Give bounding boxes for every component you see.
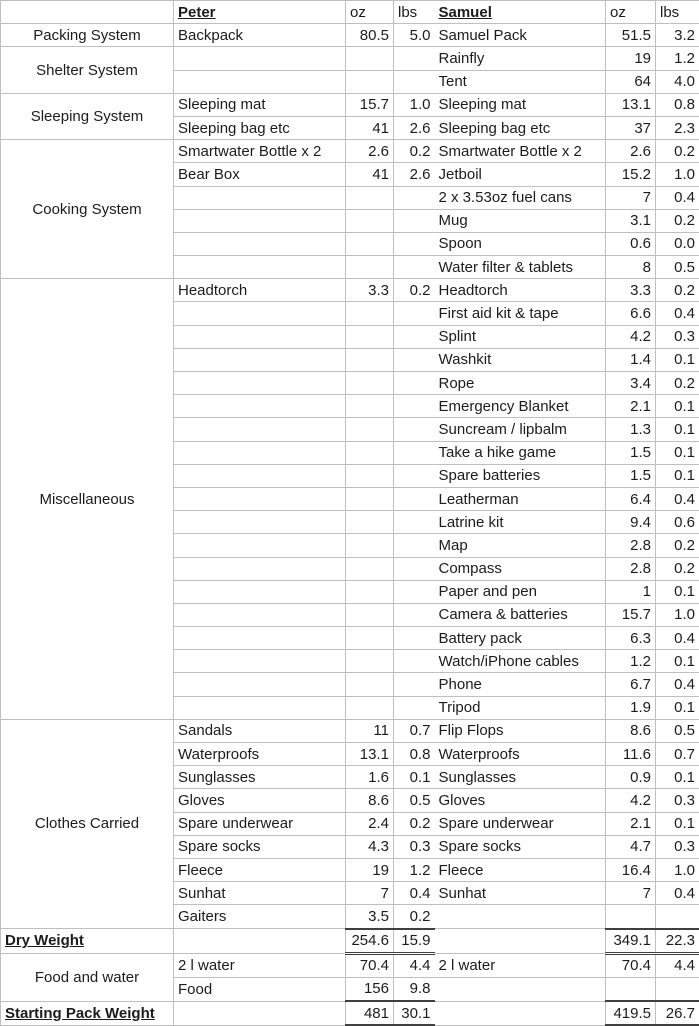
samuel-lbs-cell[interactable]: 4.4 — [656, 953, 699, 977]
samuel-item-cell[interactable]: Map — [435, 534, 606, 557]
peter-lbs-cell[interactable] — [394, 209, 435, 232]
peter-lbs-cell[interactable]: 2.6 — [394, 163, 435, 186]
samuel-oz-cell[interactable]: 7 — [606, 882, 656, 905]
samuel-lbs-cell[interactable]: 2.3 — [656, 116, 699, 139]
samuel-header-cell[interactable]: Samuel — [435, 1, 606, 24]
samuel-item-cell[interactable]: Sleeping mat — [435, 93, 606, 116]
samuel-lbs-cell[interactable]: 0.4 — [656, 673, 699, 696]
samuel-oz-cell[interactable]: 2.1 — [606, 812, 656, 835]
samuel-item-cell[interactable]: Water filter & tablets — [435, 256, 606, 279]
samuel-lbs-cell[interactable]: 0.3 — [656, 325, 699, 348]
samuel-oz-cell[interactable]: 6.3 — [606, 627, 656, 650]
samuel-item-cell[interactable]: Splint — [435, 325, 606, 348]
samuel-item-cell[interactable] — [435, 1001, 606, 1025]
samuel-oz-cell[interactable]: 9.4 — [606, 511, 656, 534]
peter-item-cell[interactable] — [174, 673, 346, 696]
samuel-lbs-cell[interactable]: 0.0 — [656, 232, 699, 255]
samuel-lbs-cell[interactable]: 0.5 — [656, 256, 699, 279]
samuel-oz-cell[interactable]: 3.4 — [606, 372, 656, 395]
samuel-item-cell[interactable]: Compass — [435, 557, 606, 580]
peter-oz-cell[interactable] — [346, 603, 394, 626]
peter-oz-cell[interactable] — [346, 464, 394, 487]
samuel-item-cell[interactable]: Smartwater Bottle x 2 — [435, 140, 606, 163]
samuel-item-cell[interactable]: Jetboil — [435, 163, 606, 186]
samuel-lbs-cell[interactable] — [656, 905, 699, 929]
samuel-item-cell[interactable]: Waterproofs — [435, 743, 606, 766]
samuel-lbs-cell[interactable]: 0.1 — [656, 464, 699, 487]
samuel-oz-cell[interactable]: 64 — [606, 70, 656, 93]
samuel-oz-cell[interactable]: 4.2 — [606, 789, 656, 812]
peter-item-cell[interactable]: Gaiters — [174, 905, 346, 929]
samuel-item-cell[interactable]: Rope — [435, 372, 606, 395]
samuel-item-cell[interactable]: Spare batteries — [435, 464, 606, 487]
peter-item-cell[interactable] — [174, 186, 346, 209]
samuel-lbs-cell[interactable]: 0.4 — [656, 302, 699, 325]
samuel-lbs-cell[interactable]: 22.3 — [656, 929, 699, 954]
samuel-lbs-cell[interactable]: 0.4 — [656, 186, 699, 209]
samuel-lbs-cell[interactable]: 1.0 — [656, 603, 699, 626]
samuel-lbs-cell[interactable]: 0.1 — [656, 812, 699, 835]
peter-item-cell[interactable] — [174, 372, 346, 395]
peter-lbs-cell[interactable] — [394, 395, 435, 418]
peter-lbs-cell[interactable] — [394, 418, 435, 441]
samuel-oz-cell[interactable]: 1.9 — [606, 696, 656, 719]
peter-item-cell[interactable] — [174, 511, 346, 534]
peter-oz-cell[interactable]: 41 — [346, 116, 394, 139]
category-cell[interactable]: Packing System — [1, 24, 174, 47]
peter-oz-cell[interactable] — [346, 441, 394, 464]
peter-lbs-cell[interactable]: 15.9 — [394, 929, 435, 954]
samuel-lbs-cell[interactable]: 0.1 — [656, 441, 699, 464]
samuel-lbs-cell[interactable]: 1.0 — [656, 163, 699, 186]
samuel-oz-cell[interactable]: 3.1 — [606, 209, 656, 232]
peter-oz-cell[interactable]: 481 — [346, 1001, 394, 1025]
samuel-item-cell[interactable]: Tripod — [435, 696, 606, 719]
peter-item-cell[interactable] — [174, 487, 346, 510]
samuel-oz-cell[interactable]: 2.6 — [606, 140, 656, 163]
samuel-item-cell[interactable]: Gloves — [435, 789, 606, 812]
table-row — [1, 47, 699, 70]
samuel-item-cell[interactable]: Spare underwear — [435, 812, 606, 835]
samuel-item-cell[interactable]: Battery pack — [435, 627, 606, 650]
peter-oz-cell[interactable] — [346, 372, 394, 395]
peter-item-cell[interactable] — [174, 557, 346, 580]
category-cell[interactable]: Sleeping System — [1, 93, 174, 139]
samuel-lbs-cell[interactable]: 0.1 — [656, 650, 699, 673]
peter-item-cell[interactable] — [174, 534, 346, 557]
peter-item-cell[interactable] — [174, 209, 346, 232]
samuel-lbs-cell[interactable]: 0.3 — [656, 835, 699, 858]
peter-lbs-cell[interactable]: 5.0 — [394, 24, 435, 47]
peter-oz-cell[interactable] — [346, 256, 394, 279]
samuel-item-cell[interactable]: Spare socks — [435, 835, 606, 858]
peter-oz-cell[interactable] — [346, 70, 394, 93]
samuel-oz-cell[interactable]: 0.9 — [606, 766, 656, 789]
peter-lbs-cell[interactable]: 0.2 — [394, 812, 435, 835]
samuel-item-cell[interactable]: Tent — [435, 70, 606, 93]
category-header-cell[interactable] — [1, 1, 174, 24]
samuel-lbs-cell[interactable]: 26.7 — [656, 1001, 699, 1025]
samuel-lbs-cell[interactable]: 4.0 — [656, 70, 699, 93]
samuel-oz-cell[interactable]: 6.6 — [606, 302, 656, 325]
peter-lbs-cell[interactable] — [394, 511, 435, 534]
samuel-oz-cell[interactable]: 70.4 — [606, 953, 656, 977]
peter-oz-cell[interactable] — [346, 325, 394, 348]
peter-item-cell[interactable] — [174, 348, 346, 371]
peter-lbs-cell[interactable] — [394, 487, 435, 510]
samuel-oz-cell[interactable]: 4.2 — [606, 325, 656, 348]
peter-item-cell[interactable] — [174, 696, 346, 719]
category-cell[interactable]: Miscellaneous — [1, 279, 174, 720]
peter-oz-cell[interactable]: 7 — [346, 882, 394, 905]
samuel-lbs-cell[interactable]: 0.2 — [656, 140, 699, 163]
samuel-item-cell[interactable]: Phone — [435, 673, 606, 696]
peter-item-cell[interactable] — [174, 47, 346, 70]
peter-item-cell[interactable] — [174, 325, 346, 348]
samuel-oz-cell[interactable]: 4.7 — [606, 835, 656, 858]
peter-oz-cell[interactable] — [346, 673, 394, 696]
samuel-item-cell[interactable]: Sleeping bag etc — [435, 116, 606, 139]
samuel-lbs-cell[interactable]: 0.2 — [656, 534, 699, 557]
samuel-oz-cell[interactable]: 419.5 — [606, 1001, 656, 1025]
samuel-item-cell[interactable]: Take a hike game — [435, 441, 606, 464]
samuel-item-cell[interactable]: Camera & batteries — [435, 603, 606, 626]
samuel-oz-cell[interactable]: 1 — [606, 580, 656, 603]
peter-oz-cell[interactable] — [346, 650, 394, 673]
peter-item-cell[interactable]: Waterproofs — [174, 743, 346, 766]
peter-oz-cell[interactable] — [346, 580, 394, 603]
category-cell[interactable]: Starting Pack Weight — [1, 1001, 174, 1025]
peter-oz-cell[interactable] — [346, 418, 394, 441]
samuel-lbs-cell[interactable]: 0.7 — [656, 743, 699, 766]
samuel-lbs-cell[interactable]: 0.4 — [656, 627, 699, 650]
peter-item-cell[interactable]: Spare underwear — [174, 812, 346, 835]
samuel-lbs-cell[interactable]: 1.2 — [656, 47, 699, 70]
samuel-oz-cell[interactable]: 349.1 — [606, 929, 656, 954]
peter-lbs-cell[interactable] — [394, 696, 435, 719]
samuel-lbs-cell[interactable]: 0.3 — [656, 789, 699, 812]
peter-item-cell[interactable] — [174, 603, 346, 626]
peter-lbs-cell[interactable]: 9.8 — [394, 977, 435, 1001]
table-row — [1, 1001, 699, 1025]
samuel-oz-cell[interactable]: 15.2 — [606, 163, 656, 186]
table-row — [1, 279, 699, 302]
table-row — [1, 719, 699, 742]
samuel-item-cell[interactable]: Emergency Blanket — [435, 395, 606, 418]
peter-lbs-cell[interactable] — [394, 557, 435, 580]
samuel-lbs-cell[interactable]: 3.2 — [656, 24, 699, 47]
samuel-oz-cell[interactable]: 11.6 — [606, 743, 656, 766]
samuel-oz-cell[interactable]: 51.5 — [606, 24, 656, 47]
samuel-item-cell[interactable]: Latrine kit — [435, 511, 606, 534]
peter-oz-cell[interactable] — [346, 209, 394, 232]
samuel-oz-cell[interactable]: 6.4 — [606, 487, 656, 510]
peter-oz-cell[interactable] — [346, 395, 394, 418]
peter-lbs-cell[interactable] — [394, 372, 435, 395]
peter-lbs-cell[interactable] — [394, 673, 435, 696]
peter-oz-header-cell[interactable]: oz — [346, 1, 394, 24]
samuel-oz-cell[interactable]: 0.6 — [606, 232, 656, 255]
samuel-oz-cell[interactable]: 37 — [606, 116, 656, 139]
peter-lbs-cell[interactable]: 4.4 — [394, 953, 435, 977]
peter-oz-cell[interactable] — [346, 47, 394, 70]
samuel-item-cell[interactable]: Watch/iPhone cables — [435, 650, 606, 673]
samuel-item-cell[interactable]: Paper and pen — [435, 580, 606, 603]
category-cell[interactable]: Clothes Carried — [1, 719, 174, 928]
samuel-item-cell[interactable]: 2 l water — [435, 953, 606, 977]
peter-oz-cell[interactable] — [346, 696, 394, 719]
peter-oz-cell[interactable]: 4.3 — [346, 835, 394, 858]
peter-oz-cell[interactable] — [346, 627, 394, 650]
peter-item-cell[interactable]: Backpack — [174, 24, 346, 47]
samuel-item-cell[interactable]: Mug — [435, 209, 606, 232]
table-body — [1, 24, 699, 1026]
peter-item-cell[interactable]: 2 l water — [174, 953, 346, 977]
samuel-oz-cell[interactable]: 1.5 — [606, 441, 656, 464]
category-cell[interactable]: Shelter System — [1, 47, 174, 93]
peter-lbs-cell[interactable] — [394, 302, 435, 325]
peter-item-cell[interactable] — [174, 232, 346, 255]
samuel-oz-cell[interactable]: 19 — [606, 47, 656, 70]
peter-lbs-header-cell[interactable]: lbs — [394, 1, 435, 24]
samuel-oz-cell[interactable]: 1.4 — [606, 348, 656, 371]
samuel-lbs-cell[interactable]: 0.8 — [656, 93, 699, 116]
peter-oz-cell[interactable] — [346, 302, 394, 325]
samuel-oz-header-cell[interactable]: oz — [606, 1, 656, 24]
peter-item-cell[interactable] — [174, 418, 346, 441]
peter-header-cell[interactable]: Peter — [174, 1, 346, 24]
peter-lbs-cell[interactable] — [394, 534, 435, 557]
samuel-lbs-cell[interactable]: 0.2 — [656, 279, 699, 302]
peter-item-cell[interactable] — [174, 1001, 346, 1025]
peter-lbs-cell[interactable]: 0.4 — [394, 882, 435, 905]
samuel-item-cell[interactable]: Suncream / lipbalm — [435, 418, 606, 441]
peter-item-cell[interactable]: Food — [174, 977, 346, 1001]
peter-lbs-cell[interactable]: 0.3 — [394, 835, 435, 858]
samuel-lbs-cell[interactable]: 0.1 — [656, 766, 699, 789]
peter-item-cell[interactable] — [174, 302, 346, 325]
table-row — [1, 24, 699, 47]
samuel-item-cell[interactable]: First aid kit & tape — [435, 302, 606, 325]
samuel-lbs-cell[interactable]: 0.2 — [656, 557, 699, 580]
peter-oz-cell[interactable]: 11 — [346, 719, 394, 742]
peter-lbs-cell[interactable] — [394, 186, 435, 209]
samuel-oz-cell[interactable] — [606, 977, 656, 1001]
peter-lbs-cell[interactable] — [394, 441, 435, 464]
peter-oz-cell[interactable]: 3.5 — [346, 905, 394, 929]
samuel-lbs-cell[interactable]: 0.1 — [656, 418, 699, 441]
samuel-item-cell[interactable]: Rainfly — [435, 47, 606, 70]
peter-lbs-cell[interactable]: 0.8 — [394, 743, 435, 766]
samuel-item-cell[interactable]: Flip Flops — [435, 719, 606, 742]
samuel-oz-cell[interactable]: 16.4 — [606, 858, 656, 881]
samuel-oz-cell[interactable]: 2.1 — [606, 395, 656, 418]
peter-lbs-cell[interactable] — [394, 232, 435, 255]
peter-item-cell[interactable] — [174, 650, 346, 673]
peter-lbs-cell[interactable] — [394, 627, 435, 650]
category-cell[interactable]: Dry Weight — [1, 929, 174, 954]
peter-oz-cell[interactable]: 156 — [346, 977, 394, 1001]
peter-oz-cell[interactable] — [346, 557, 394, 580]
peter-item-cell[interactable]: Sandals — [174, 719, 346, 742]
peter-lbs-cell[interactable]: 1.2 — [394, 858, 435, 881]
peter-oz-cell[interactable]: 13.1 — [346, 743, 394, 766]
peter-lbs-cell[interactable] — [394, 256, 435, 279]
peter-oz-cell[interactable] — [346, 534, 394, 557]
peter-lbs-cell[interactable]: 0.2 — [394, 905, 435, 929]
peter-item-cell[interactable]: Sunglasses — [174, 766, 346, 789]
peter-oz-cell[interactable] — [346, 348, 394, 371]
peter-item-cell[interactable]: Fleece — [174, 858, 346, 881]
samuel-lbs-cell[interactable]: 0.4 — [656, 882, 699, 905]
peter-oz-cell[interactable] — [346, 511, 394, 534]
peter-item-cell[interactable] — [174, 464, 346, 487]
samuel-lbs-cell[interactable]: 0.6 — [656, 511, 699, 534]
peter-item-cell[interactable]: Smartwater Bottle x 2 — [174, 140, 346, 163]
samuel-item-cell[interactable]: Sunhat — [435, 882, 606, 905]
peter-item-cell[interactable] — [174, 929, 346, 954]
peter-oz-cell[interactable]: 70.4 — [346, 953, 394, 977]
peter-oz-cell[interactable]: 3.3 — [346, 279, 394, 302]
peter-lbs-cell[interactable] — [394, 580, 435, 603]
samuel-oz-cell[interactable]: 3.3 — [606, 279, 656, 302]
table-row — [1, 953, 699, 977]
samuel-item-cell[interactable]: Spoon — [435, 232, 606, 255]
peter-oz-cell[interactable] — [346, 186, 394, 209]
peter-item-cell[interactable] — [174, 580, 346, 603]
peter-lbs-cell[interactable]: 0.7 — [394, 719, 435, 742]
peter-oz-cell[interactable]: 2.4 — [346, 812, 394, 835]
peter-oz-cell[interactable]: 19 — [346, 858, 394, 881]
samuel-oz-cell[interactable] — [606, 905, 656, 929]
peter-oz-cell[interactable] — [346, 487, 394, 510]
samuel-oz-cell[interactable]: 7 — [606, 186, 656, 209]
samuel-item-cell[interactable]: Washkit — [435, 348, 606, 371]
peter-lbs-cell[interactable]: 0.2 — [394, 140, 435, 163]
peter-oz-cell[interactable]: 1.6 — [346, 766, 394, 789]
peter-item-cell[interactable]: Sleeping bag etc — [174, 116, 346, 139]
samuel-lbs-header-cell[interactable]: lbs — [656, 1, 699, 24]
samuel-oz-cell[interactable]: 8.6 — [606, 719, 656, 742]
samuel-item-cell[interactable]: Sunglasses — [435, 766, 606, 789]
samuel-lbs-cell[interactable]: 0.5 — [656, 719, 699, 742]
table-row — [1, 93, 699, 116]
table-row — [1, 140, 699, 163]
peter-lbs-cell[interactable]: 2.6 — [394, 116, 435, 139]
samuel-item-cell[interactable] — [435, 977, 606, 1001]
peter-item-cell[interactable] — [174, 627, 346, 650]
peter-lbs-cell[interactable] — [394, 650, 435, 673]
peter-item-cell[interactable] — [174, 70, 346, 93]
samuel-lbs-cell[interactable]: 0.2 — [656, 209, 699, 232]
peter-lbs-cell[interactable] — [394, 47, 435, 70]
peter-lbs-cell[interactable]: 0.5 — [394, 789, 435, 812]
peter-oz-cell[interactable] — [346, 232, 394, 255]
peter-lbs-cell[interactable]: 0.2 — [394, 279, 435, 302]
samuel-lbs-cell[interactable]: 0.1 — [656, 696, 699, 719]
peter-oz-cell[interactable]: 80.5 — [346, 24, 394, 47]
samuel-lbs-cell[interactable]: 0.1 — [656, 580, 699, 603]
peter-item-cell[interactable]: Bear Box — [174, 163, 346, 186]
peter-item-cell[interactable]: Spare socks — [174, 835, 346, 858]
peter-item-cell[interactable]: Sunhat — [174, 882, 346, 905]
samuel-item-cell[interactable]: Samuel Pack — [435, 24, 606, 47]
peter-lbs-cell[interactable]: 30.1 — [394, 1001, 435, 1025]
header-row — [1, 1, 699, 24]
peter-oz-cell[interactable]: 41 — [346, 163, 394, 186]
samuel-oz-cell[interactable]: 2.8 — [606, 557, 656, 580]
peter-lbs-cell[interactable] — [394, 464, 435, 487]
samuel-item-cell[interactable]: 2 x 3.53oz fuel cans — [435, 186, 606, 209]
peter-item-cell[interactable]: Gloves — [174, 789, 346, 812]
samuel-oz-cell[interactable]: 1.5 — [606, 464, 656, 487]
peter-lbs-cell[interactable] — [394, 348, 435, 371]
category-cell[interactable]: Food and water — [1, 953, 174, 1001]
peter-item-cell[interactable] — [174, 256, 346, 279]
samuel-lbs-cell[interactable]: 0.2 — [656, 372, 699, 395]
samuel-lbs-cell[interactable]: 0.1 — [656, 348, 699, 371]
peter-item-cell[interactable] — [174, 395, 346, 418]
peter-lbs-cell[interactable]: 1.0 — [394, 93, 435, 116]
samuel-oz-cell[interactable]: 2.8 — [606, 534, 656, 557]
peter-oz-cell[interactable]: 2.6 — [346, 140, 394, 163]
samuel-item-cell[interactable] — [435, 929, 606, 954]
samuel-lbs-cell[interactable]: 0.1 — [656, 395, 699, 418]
peter-lbs-cell[interactable] — [394, 325, 435, 348]
peter-lbs-cell[interactable] — [394, 70, 435, 93]
table-row — [1, 929, 699, 954]
peter-lbs-cell[interactable]: 0.1 — [394, 766, 435, 789]
peter-oz-cell[interactable]: 254.6 — [346, 929, 394, 954]
peter-lbs-cell[interactable] — [394, 603, 435, 626]
samuel-item-cell[interactable]: Fleece — [435, 858, 606, 881]
samuel-item-cell[interactable] — [435, 905, 606, 929]
category-cell[interactable]: Cooking System — [1, 140, 174, 279]
samuel-oz-cell[interactable]: 6.7 — [606, 673, 656, 696]
samuel-lbs-cell[interactable]: 1.0 — [656, 858, 699, 881]
peter-oz-cell[interactable]: 15.7 — [346, 93, 394, 116]
samuel-oz-cell[interactable]: 8 — [606, 256, 656, 279]
peter-item-cell[interactable]: Sleeping mat — [174, 93, 346, 116]
samuel-oz-cell[interactable]: 1.3 — [606, 418, 656, 441]
peter-item-cell[interactable] — [174, 441, 346, 464]
samuel-oz-cell[interactable]: 13.1 — [606, 93, 656, 116]
samuel-oz-cell[interactable]: 1.2 — [606, 650, 656, 673]
samuel-lbs-cell[interactable]: 0.4 — [656, 487, 699, 510]
peter-oz-cell[interactable]: 8.6 — [346, 789, 394, 812]
samuel-item-cell[interactable]: Headtorch — [435, 279, 606, 302]
samuel-oz-cell[interactable]: 15.7 — [606, 603, 656, 626]
samuel-lbs-cell[interactable] — [656, 977, 699, 1001]
samuel-item-cell[interactable]: Leatherman — [435, 487, 606, 510]
peter-item-cell[interactable]: Headtorch — [174, 279, 346, 302]
